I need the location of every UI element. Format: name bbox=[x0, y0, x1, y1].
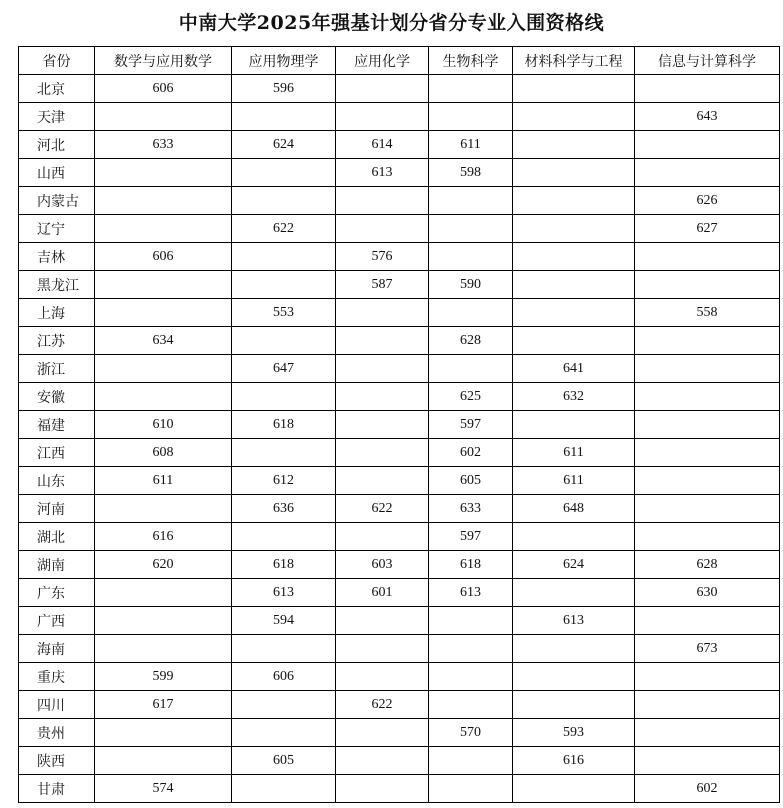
score-cell bbox=[95, 215, 232, 243]
table-row bbox=[19, 663, 780, 691]
province-cell: 安徽 bbox=[19, 383, 95, 411]
score-cell bbox=[95, 159, 232, 187]
score-cell bbox=[232, 635, 336, 663]
score-cell: 627 bbox=[635, 215, 780, 243]
province-cell: 河北 bbox=[19, 131, 95, 159]
table-row bbox=[19, 579, 780, 607]
score-cell bbox=[635, 719, 780, 747]
province-cell: 内蒙古 bbox=[19, 187, 95, 215]
province-cell: 广西 bbox=[19, 607, 95, 635]
province-cell: 广东 bbox=[19, 579, 95, 607]
score-cell bbox=[95, 579, 232, 607]
score-cell bbox=[336, 467, 429, 495]
score-cell bbox=[513, 271, 635, 299]
score-cell: 628 bbox=[429, 327, 513, 355]
score-cell bbox=[429, 215, 513, 243]
table-row bbox=[19, 691, 780, 719]
score-cell bbox=[232, 327, 336, 355]
table-row bbox=[19, 271, 780, 299]
score-cell: 608 bbox=[95, 439, 232, 467]
table-row bbox=[19, 411, 780, 439]
score-cell: 648 bbox=[513, 495, 635, 523]
score-cell bbox=[95, 187, 232, 215]
score-cell: 553 bbox=[232, 299, 336, 327]
score-cell bbox=[336, 299, 429, 327]
score-cell bbox=[635, 467, 780, 495]
province-cell: 江苏 bbox=[19, 327, 95, 355]
province-cell: 北京 bbox=[19, 75, 95, 103]
score-cell: 622 bbox=[336, 495, 429, 523]
score-cell bbox=[429, 299, 513, 327]
score-cell: 605 bbox=[232, 747, 336, 775]
score-cell bbox=[513, 635, 635, 663]
score-cell bbox=[429, 75, 513, 103]
score-cell: 598 bbox=[429, 159, 513, 187]
score-cell bbox=[513, 327, 635, 355]
score-cell bbox=[635, 747, 780, 775]
score-cell bbox=[513, 411, 635, 439]
score-cell: 613 bbox=[513, 607, 635, 635]
province-cell: 甘肃 bbox=[19, 775, 95, 803]
province-cell: 重庆 bbox=[19, 663, 95, 691]
score-cell: 611 bbox=[95, 467, 232, 495]
score-cell: 606 bbox=[232, 663, 336, 691]
score-cell bbox=[95, 747, 232, 775]
score-cell bbox=[635, 691, 780, 719]
score-cell bbox=[95, 271, 232, 299]
score-cell bbox=[336, 747, 429, 775]
score-cell bbox=[635, 439, 780, 467]
score-cell: 622 bbox=[232, 215, 336, 243]
score-cell: 570 bbox=[429, 719, 513, 747]
score-cell bbox=[336, 215, 429, 243]
column-header: 应用物理学 bbox=[232, 47, 336, 75]
score-cell bbox=[429, 243, 513, 271]
score-cell: 633 bbox=[95, 131, 232, 159]
table-row bbox=[19, 467, 780, 495]
table-row bbox=[19, 159, 780, 187]
score-cell bbox=[232, 775, 336, 803]
score-cell: 617 bbox=[95, 691, 232, 719]
province-cell: 陕西 bbox=[19, 747, 95, 775]
score-cell bbox=[429, 747, 513, 775]
score-cell bbox=[336, 383, 429, 411]
score-cell: 597 bbox=[429, 411, 513, 439]
score-cell bbox=[513, 523, 635, 551]
score-cell: 618 bbox=[232, 551, 336, 579]
province-cell: 贵州 bbox=[19, 719, 95, 747]
score-cell bbox=[513, 691, 635, 719]
score-cell bbox=[635, 159, 780, 187]
score-cell bbox=[429, 103, 513, 131]
score-cell: 647 bbox=[232, 355, 336, 383]
score-cell bbox=[232, 691, 336, 719]
province-cell: 上海 bbox=[19, 299, 95, 327]
table-row bbox=[19, 299, 780, 327]
score-cell: 601 bbox=[336, 579, 429, 607]
table-row bbox=[19, 747, 780, 775]
score-cell: 624 bbox=[232, 131, 336, 159]
province-cell: 山东 bbox=[19, 467, 95, 495]
score-cell: 633 bbox=[429, 495, 513, 523]
page-title: 中南大学2025年强基计划分省分专业入围资格线 bbox=[178, 12, 605, 34]
score-cell bbox=[336, 327, 429, 355]
province-cell: 吉林 bbox=[19, 243, 95, 271]
score-cell: 641 bbox=[513, 355, 635, 383]
score-cell bbox=[635, 131, 780, 159]
province-cell: 浙江 bbox=[19, 355, 95, 383]
score-cell bbox=[95, 355, 232, 383]
score-cell: 605 bbox=[429, 467, 513, 495]
score-cell bbox=[513, 663, 635, 691]
table-row bbox=[19, 719, 780, 747]
score-cell: 618 bbox=[232, 411, 336, 439]
score-cell bbox=[336, 75, 429, 103]
table-row bbox=[19, 439, 780, 467]
table-row bbox=[19, 495, 780, 523]
score-cell bbox=[429, 607, 513, 635]
score-cell: 616 bbox=[513, 747, 635, 775]
score-cell: 602 bbox=[429, 439, 513, 467]
column-header: 材料科学与工程 bbox=[513, 47, 635, 75]
table-row bbox=[19, 327, 780, 355]
table-body bbox=[19, 75, 780, 803]
score-cell: 603 bbox=[336, 551, 429, 579]
column-header: 省份 bbox=[19, 47, 95, 75]
score-cell: 599 bbox=[95, 663, 232, 691]
score-cell: 613 bbox=[429, 579, 513, 607]
score-cell bbox=[232, 159, 336, 187]
province-cell: 四川 bbox=[19, 691, 95, 719]
score-cell bbox=[336, 187, 429, 215]
score-cell: 673 bbox=[635, 635, 780, 663]
score-cell bbox=[513, 215, 635, 243]
score-cell bbox=[513, 579, 635, 607]
score-cell bbox=[429, 635, 513, 663]
table-row bbox=[19, 103, 780, 131]
table-row bbox=[19, 75, 780, 103]
score-cell bbox=[95, 383, 232, 411]
score-cell: 636 bbox=[232, 495, 336, 523]
score-cell bbox=[232, 187, 336, 215]
score-cell bbox=[232, 383, 336, 411]
score-cell bbox=[429, 691, 513, 719]
score-cell bbox=[635, 243, 780, 271]
province-cell: 湖北 bbox=[19, 523, 95, 551]
province-cell: 江西 bbox=[19, 439, 95, 467]
score-cell bbox=[513, 187, 635, 215]
score-cell: 587 bbox=[336, 271, 429, 299]
table-row bbox=[19, 355, 780, 383]
table-row bbox=[19, 131, 780, 159]
score-cell: 622 bbox=[336, 691, 429, 719]
score-cell bbox=[635, 327, 780, 355]
table-row bbox=[19, 383, 780, 411]
score-cell bbox=[635, 607, 780, 635]
score-cell bbox=[232, 271, 336, 299]
score-cell bbox=[635, 271, 780, 299]
score-cell bbox=[95, 495, 232, 523]
score-cell bbox=[232, 439, 336, 467]
score-cell bbox=[513, 159, 635, 187]
score-cell bbox=[429, 775, 513, 803]
score-cell: 602 bbox=[635, 775, 780, 803]
score-cell: 632 bbox=[513, 383, 635, 411]
score-cell: 626 bbox=[635, 187, 780, 215]
score-cell bbox=[232, 243, 336, 271]
score-cell bbox=[336, 103, 429, 131]
score-cell: 611 bbox=[513, 439, 635, 467]
score-cell bbox=[336, 635, 429, 663]
score-cell: 625 bbox=[429, 383, 513, 411]
province-cell: 山西 bbox=[19, 159, 95, 187]
province-cell: 河南 bbox=[19, 495, 95, 523]
score-cell bbox=[513, 103, 635, 131]
score-cell bbox=[232, 103, 336, 131]
score-cell bbox=[429, 355, 513, 383]
score-cell bbox=[513, 131, 635, 159]
score-cell: 643 bbox=[635, 103, 780, 131]
score-cell bbox=[232, 719, 336, 747]
score-cell: 596 bbox=[232, 75, 336, 103]
table-row bbox=[19, 607, 780, 635]
score-cell: 611 bbox=[513, 467, 635, 495]
score-cell bbox=[635, 411, 780, 439]
column-header: 数学与应用数学 bbox=[95, 47, 232, 75]
table-row bbox=[19, 775, 780, 803]
score-cell: 612 bbox=[232, 467, 336, 495]
score-cell bbox=[635, 495, 780, 523]
province-cell: 海南 bbox=[19, 635, 95, 663]
score-cell: 611 bbox=[429, 131, 513, 159]
table-row bbox=[19, 243, 780, 271]
score-cell bbox=[635, 523, 780, 551]
province-cell: 天津 bbox=[19, 103, 95, 131]
score-cell bbox=[336, 439, 429, 467]
score-cell: 634 bbox=[95, 327, 232, 355]
score-cell bbox=[635, 663, 780, 691]
score-cell: 593 bbox=[513, 719, 635, 747]
score-cell bbox=[95, 299, 232, 327]
score-cell bbox=[513, 243, 635, 271]
score-cell bbox=[95, 607, 232, 635]
column-header: 信息与计算科学 bbox=[635, 47, 780, 75]
score-cell: 614 bbox=[336, 131, 429, 159]
score-cell: 610 bbox=[95, 411, 232, 439]
score-cell: 597 bbox=[429, 523, 513, 551]
score-cell bbox=[95, 103, 232, 131]
table-row bbox=[19, 187, 780, 215]
header-row bbox=[19, 47, 780, 75]
score-cell bbox=[336, 607, 429, 635]
score-cell: 613 bbox=[232, 579, 336, 607]
score-cell bbox=[336, 523, 429, 551]
score-cell bbox=[336, 775, 429, 803]
score-cell: 616 bbox=[95, 523, 232, 551]
score-cell: 606 bbox=[95, 243, 232, 271]
score-cell bbox=[635, 75, 780, 103]
table-row bbox=[19, 215, 780, 243]
province-cell: 辽宁 bbox=[19, 215, 95, 243]
score-cell: 618 bbox=[429, 551, 513, 579]
score-cell: 558 bbox=[635, 299, 780, 327]
score-cell bbox=[95, 719, 232, 747]
province-cell: 黑龙江 bbox=[19, 271, 95, 299]
table-row bbox=[19, 523, 780, 551]
score-table bbox=[18, 46, 780, 803]
score-cell: 630 bbox=[635, 579, 780, 607]
province-cell: 湖南 bbox=[19, 551, 95, 579]
score-cell: 628 bbox=[635, 551, 780, 579]
score-cell bbox=[635, 383, 780, 411]
score-cell: 574 bbox=[95, 775, 232, 803]
score-cell: 620 bbox=[95, 551, 232, 579]
score-cell bbox=[336, 719, 429, 747]
score-cell: 624 bbox=[513, 551, 635, 579]
score-cell bbox=[635, 355, 780, 383]
score-cell bbox=[336, 411, 429, 439]
score-cell bbox=[429, 663, 513, 691]
province-cell: 福建 bbox=[19, 411, 95, 439]
score-cell bbox=[232, 523, 336, 551]
score-cell: 576 bbox=[336, 243, 429, 271]
column-header: 生物科学 bbox=[429, 47, 513, 75]
column-header: 应用化学 bbox=[336, 47, 429, 75]
score-cell: 594 bbox=[232, 607, 336, 635]
score-cell: 613 bbox=[336, 159, 429, 187]
score-cell bbox=[513, 75, 635, 103]
score-cell bbox=[513, 775, 635, 803]
score-cell: 606 bbox=[95, 75, 232, 103]
score-cell: 590 bbox=[429, 271, 513, 299]
score-cell bbox=[513, 299, 635, 327]
score-cell bbox=[336, 355, 429, 383]
table-row bbox=[19, 551, 780, 579]
score-cell bbox=[95, 635, 232, 663]
score-cell bbox=[336, 663, 429, 691]
score-cell bbox=[429, 187, 513, 215]
table-row bbox=[19, 635, 780, 663]
